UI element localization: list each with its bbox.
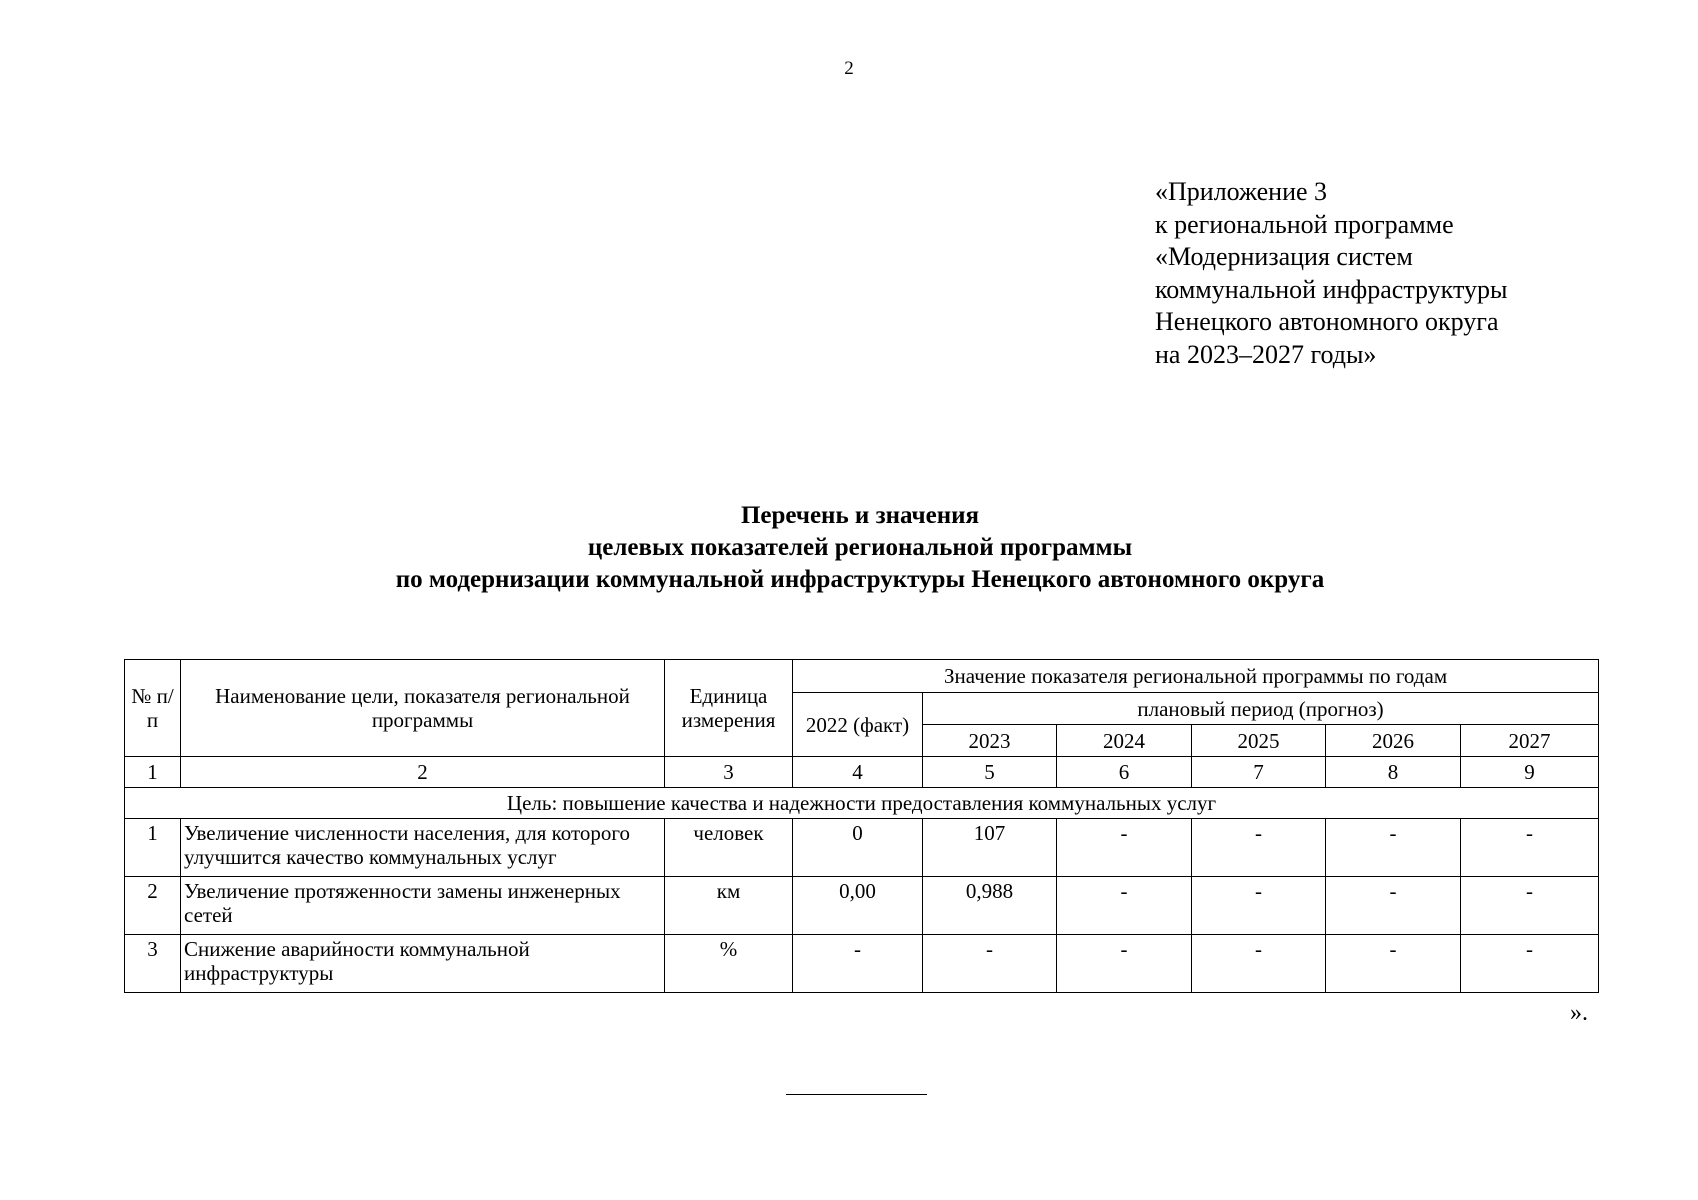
column-number: 7 (1192, 757, 1326, 788)
appendix-header (1155, 176, 1507, 371)
appendix-line: на 2023–2027 годы» (1155, 339, 1377, 369)
header-values-group: Значение показателя региональной программы по годам (793, 660, 1599, 693)
header-year: 2023 (923, 725, 1057, 757)
header-year: 2027 (1461, 725, 1599, 757)
header-plan-group: плановый период (прогноз) (923, 693, 1599, 725)
row-value: 107 (923, 819, 1057, 877)
row-value: - (923, 935, 1057, 993)
appendix-line: «Приложение 3 (1155, 177, 1328, 206)
goal-row (125, 788, 1599, 819)
row-value: - (1461, 935, 1599, 993)
table-row (125, 935, 1599, 993)
row-value: - (1326, 935, 1461, 993)
document-title (0, 500, 1698, 596)
row-value: - (1326, 819, 1461, 877)
row-value: - (1192, 935, 1326, 993)
row-value: 0,00 (793, 877, 923, 935)
row-value: - (1461, 819, 1599, 877)
title-line: целевых показателей региональной программы (587, 534, 1133, 561)
goal-text: Цель: повышение качества и надежности предоставления коммунальных услуг (125, 788, 1599, 819)
row-num: 2 (125, 877, 181, 935)
row-unit: человек (665, 819, 793, 877)
row-unit: % (665, 935, 793, 993)
title-line: по модернизации коммунальной инфраструктуры Ненецкого автономного округа (395, 566, 1325, 593)
row-value: 0 (793, 819, 923, 877)
table-row (125, 877, 1599, 935)
header-fact-year: 2022 (факт) (793, 693, 923, 757)
row-value: - (1057, 877, 1192, 935)
title-line: Перечень и значения (740, 502, 980, 529)
header-unit: Единица измерения (665, 660, 793, 757)
column-numbers-row (125, 757, 1599, 788)
row-name: Снижение аварийности коммунальной инфраструктуры (181, 935, 665, 993)
column-number: 6 (1057, 757, 1192, 788)
row-value: - (1326, 877, 1461, 935)
header-year: 2024 (1057, 725, 1192, 757)
row-num: 3 (125, 935, 181, 993)
closing-quote-mark: ». (1570, 1000, 1588, 1026)
appendix-line: Ненецкого автономного округа (1155, 307, 1499, 336)
column-number: 9 (1461, 757, 1599, 788)
row-value: - (1461, 877, 1599, 935)
header-year: 2026 (1326, 725, 1461, 757)
column-number: 8 (1326, 757, 1461, 788)
row-name: Увеличение численности населения, для которого улучшится качество коммунальных услуг (181, 819, 665, 877)
header-year: 2025 (1192, 725, 1326, 757)
row-unit: км (665, 877, 793, 935)
column-number: 4 (793, 757, 923, 788)
appendix-line: «Модернизация систем (1155, 242, 1413, 271)
header-name: Наименование цели, показателя региональной программы (181, 660, 665, 757)
row-value: 0,988 (923, 877, 1057, 935)
header-num: № п/п (125, 660, 181, 757)
column-number: 3 (665, 757, 793, 788)
row-value: - (1192, 819, 1326, 877)
row-value: - (793, 935, 923, 993)
appendix-line: к региональной программе (1155, 209, 1454, 239)
column-number: 5 (923, 757, 1057, 788)
table-row (125, 819, 1599, 877)
row-value: - (1192, 877, 1326, 935)
page-number: 2 (844, 58, 854, 79)
footer-separator-line (786, 1094, 927, 1095)
indicators-table (124, 659, 1599, 993)
appendix-line: коммунальной инфраструктуры (1155, 274, 1508, 304)
row-name: Увеличение протяженности замены инженерных сетей (181, 877, 665, 935)
row-value: - (1057, 935, 1192, 993)
column-number: 1 (125, 757, 181, 788)
column-number: 2 (181, 757, 665, 788)
row-value: - (1057, 819, 1192, 877)
row-num: 1 (125, 819, 181, 877)
